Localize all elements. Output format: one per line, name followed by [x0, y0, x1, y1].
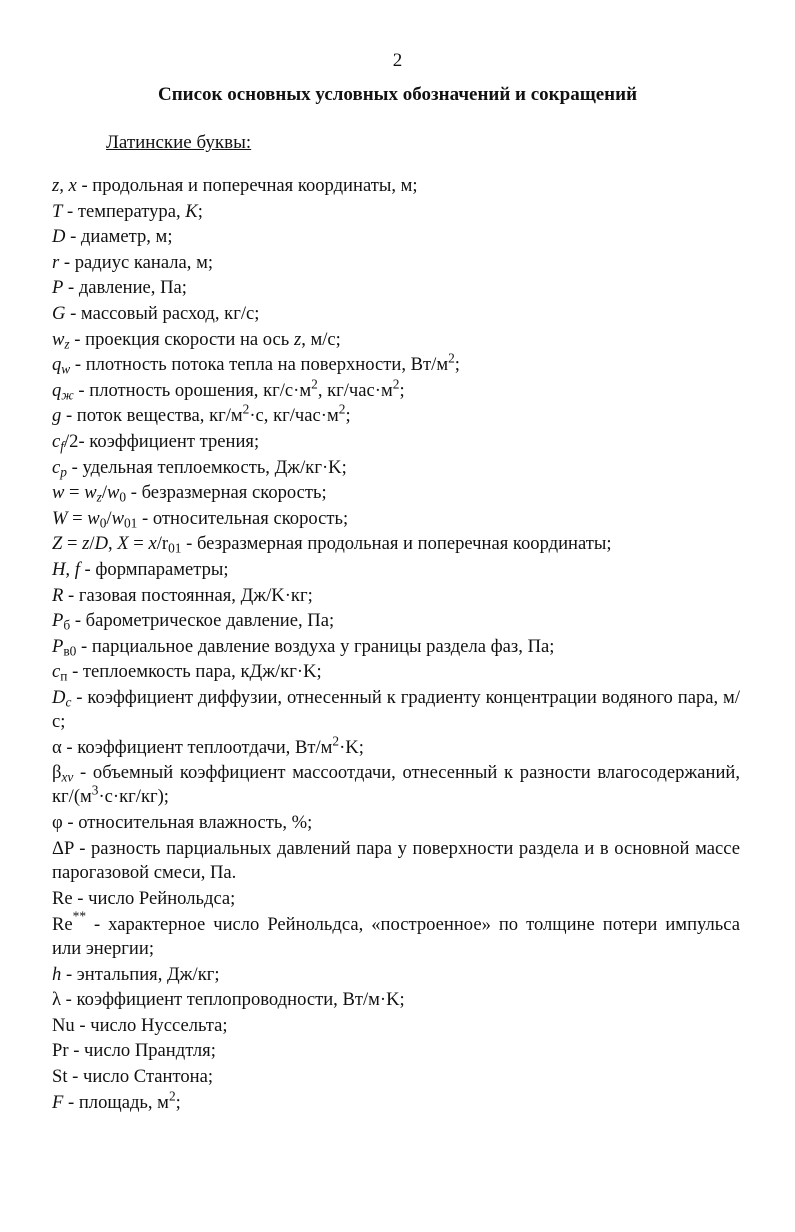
- symbol: φ: [52, 812, 63, 834]
- list-item-diffusion-coefficient: [52, 686, 740, 734]
- formula-part: W: [52, 507, 68, 529]
- description: - диаметр, м;: [65, 226, 173, 248]
- description: - разность парциальных давлений пара у поверхности раздела и в основной массе парогазовой смеси, Па.: [52, 838, 740, 884]
- list-item-enthalpy: [52, 963, 740, 987]
- formula-subscript: 0: [99, 515, 107, 531]
- symbol: D: [52, 226, 66, 248]
- symbol: Nu: [52, 1014, 75, 1036]
- symbol: w: [52, 328, 65, 350]
- list-item-irrigation-density: [52, 376, 740, 403]
- description: - относительная влажность, %;: [62, 812, 313, 834]
- symbol: T: [52, 200, 63, 222]
- description-mid: ·с, кг/час·м: [249, 405, 339, 427]
- list-item-z-x: [52, 174, 740, 198]
- symbol: G: [52, 302, 66, 324]
- list-item-mass-transfer-coefficient: [52, 761, 740, 809]
- symbol: Re: [52, 888, 73, 910]
- list-item-diameter: [52, 225, 740, 249]
- description: - поток вещества, кг/м: [61, 405, 243, 427]
- list-item-dimensionless-coordinates: [52, 532, 740, 556]
- list-item-mass-flow: [52, 302, 740, 326]
- description-end: ;: [197, 200, 203, 222]
- list-item-substance-flow: [52, 401, 740, 428]
- formula-part: Z: [52, 533, 63, 555]
- description: - теплоемкость пара, кДж/кг·K;: [67, 661, 322, 683]
- symbol: q: [52, 379, 62, 401]
- description: - число Стантона;: [67, 1066, 214, 1088]
- symbol: h: [52, 963, 62, 985]
- symbol: c: [52, 661, 61, 683]
- formula-part: /: [101, 482, 107, 504]
- formula-part: /r: [156, 533, 169, 555]
- list-item-partial-pressure-difference: [52, 837, 740, 885]
- symbol-subscript: п: [60, 668, 68, 684]
- symbol: q: [52, 354, 62, 376]
- section-heading-latin-letters: Латинские буквы:: [106, 132, 252, 153]
- description: - удельная теплоемкость, Дж/кг·K;: [66, 456, 347, 478]
- description: - температура,: [62, 200, 186, 222]
- description-end: ;: [454, 354, 460, 376]
- description: - характерное число Рейнольдса, «построенное» по толщине потери импульса или энергии;: [52, 913, 740, 959]
- formula-part: /: [89, 533, 95, 555]
- list-item-dimensionless-velocity: [52, 481, 740, 505]
- symbol-subscript: xv: [61, 769, 74, 785]
- list-item-specific-heat: [52, 456, 740, 480]
- symbol: g: [52, 405, 62, 427]
- description-end: ·K;: [339, 736, 364, 758]
- description: - газовая постоянная, Дж/K·кг;: [63, 584, 313, 606]
- description: - коэффициент диффузии, отнесенный к градиенту концентрации водяного пара, м/с;: [52, 686, 740, 732]
- list-item-friction-coefficient: [52, 430, 740, 454]
- list-item-barometric-pressure: [52, 609, 740, 633]
- description: - коэффициент трения;: [78, 430, 260, 452]
- superscript: 2: [338, 401, 346, 417]
- formula-part: =: [128, 533, 149, 555]
- description: - коэффициент теплопроводности, Вт/м·K;: [61, 989, 405, 1011]
- list-item-thermal-conductivity: [52, 988, 740, 1012]
- symbol: ΔP: [52, 838, 74, 860]
- symbol: R: [52, 584, 64, 606]
- description-end: ·с·кг/кг);: [98, 786, 169, 808]
- description: - плотность потока тепла на поверхности, Вт/м: [70, 354, 449, 376]
- symbol-subscript: w: [61, 361, 71, 377]
- description: - число Рейнольдса;: [72, 888, 236, 910]
- list-item-gas-constant: [52, 584, 740, 608]
- formula-subscript: 01: [123, 515, 138, 531]
- description: - проекция скорости на ось: [69, 328, 294, 350]
- formula-part: w: [84, 482, 97, 504]
- list-item-characteristic-reynolds: [52, 908, 740, 961]
- list-item-relative-humidity: [52, 811, 740, 835]
- superscript: 2: [448, 350, 455, 366]
- symbol: H, f: [52, 558, 80, 580]
- description-end: ;: [399, 379, 405, 401]
- description: - парциальное давление воздуха у границы раздела фаз, Па;: [76, 635, 555, 657]
- list-item-temperature: [52, 200, 740, 224]
- superscript: 3: [91, 783, 99, 799]
- formula-part: =: [62, 533, 83, 555]
- symbol: β: [52, 762, 62, 784]
- symbol: Re: [52, 913, 73, 935]
- description: - относительная скорость;: [137, 507, 349, 529]
- formula-part: w: [87, 507, 100, 529]
- description-end: ;: [175, 1091, 181, 1113]
- description: - безразмерная скорость;: [126, 482, 327, 504]
- description: - объемный коэффициент массоотдачи, отнесенный к разности влагосодержаний, кг/(м: [52, 762, 740, 808]
- description: - массовый расход, кг/с;: [65, 302, 260, 324]
- symbol: Pr: [52, 1040, 69, 1062]
- symbol-suffix: /2: [63, 430, 79, 452]
- variable: z: [293, 328, 302, 350]
- list-item-heat-transfer-coefficient: [52, 733, 740, 760]
- description: - продольная и поперечная координаты, м;: [76, 175, 418, 196]
- description: - барометрическое давление, Па;: [70, 610, 335, 632]
- symbol-subscript: c: [65, 694, 72, 710]
- formula-part: w: [107, 482, 120, 504]
- list-item-prandtl: [52, 1039, 740, 1063]
- list-item-radius: [52, 251, 740, 275]
- formula-part: D: [94, 533, 108, 555]
- symbol: α: [52, 736, 62, 758]
- formula-part: /: [106, 507, 112, 529]
- formula-part: w: [111, 507, 124, 529]
- list-item-reynolds-number: [52, 887, 740, 911]
- symbol: P: [52, 635, 64, 657]
- superscript: 2: [332, 733, 340, 749]
- description: - площадь, м: [63, 1091, 169, 1113]
- list-item-form-parameters: [52, 558, 740, 582]
- description: - энтальпия, Дж/кг;: [61, 963, 220, 985]
- list-item-vapor-heat-capacity: [52, 660, 740, 684]
- symbol: P: [52, 610, 64, 632]
- list-item-heat-flux: [52, 350, 740, 377]
- list-item-pressure: [52, 276, 740, 300]
- superscript: 2: [311, 376, 318, 392]
- list-item-stanton: [52, 1065, 740, 1089]
- superscript: 2: [242, 401, 250, 417]
- formula-part: w: [52, 482, 65, 504]
- symbol: P: [52, 277, 64, 299]
- symbol: D: [52, 686, 66, 708]
- page-number: 2: [392, 50, 403, 71]
- symbol-subscript: f: [60, 438, 64, 454]
- description: - формпараметры;: [79, 558, 229, 580]
- superscript: 2: [392, 376, 400, 392]
- list-item-relative-velocity: [52, 507, 740, 531]
- description: - безразмерная продольная и поперечная координаты;: [181, 533, 612, 555]
- description: - плотность орошения, кг/с·м: [73, 379, 312, 401]
- formula-part: =: [64, 482, 85, 504]
- list-item-partial-pressure-air: [52, 635, 740, 659]
- symbol: λ: [52, 989, 62, 1011]
- symbol: z, x: [52, 175, 77, 196]
- list-item-area: [52, 1088, 740, 1115]
- symbol-list: [52, 174, 740, 1116]
- description: - коэффициент теплоотдачи, Вт/м: [61, 736, 333, 758]
- description: - число Прандтля;: [68, 1040, 216, 1062]
- symbol-subscript: б: [63, 617, 71, 633]
- list-item-nusselt: [52, 1014, 740, 1038]
- description-end: , м/с;: [301, 328, 341, 350]
- symbol: F: [52, 1091, 64, 1113]
- symbol: c: [52, 430, 61, 452]
- formula-part: X: [117, 533, 129, 555]
- formula-subscript: z: [96, 489, 102, 505]
- description: - число Нуссельта;: [74, 1014, 228, 1036]
- unit: K: [185, 200, 198, 222]
- description: - давление, Па;: [63, 277, 187, 299]
- superscript: 2: [168, 1088, 176, 1104]
- formula-part: x: [148, 533, 157, 555]
- list-item-velocity-projection: [52, 328, 740, 352]
- symbol: r: [52, 251, 60, 273]
- description-mid: , кг/час·м: [317, 379, 393, 401]
- formula-subscript: 0: [119, 489, 127, 505]
- symbol: c: [52, 456, 61, 478]
- symbol-subscript: ж: [61, 387, 74, 403]
- formula-subscript: 01: [168, 540, 182, 556]
- description-end: ;: [345, 405, 351, 427]
- symbol-subscript: z: [64, 335, 70, 351]
- symbol-subscript: в0: [63, 643, 77, 659]
- formula-part: ,: [108, 533, 118, 555]
- description: - радиус канала, м;: [59, 251, 214, 273]
- symbol-subscript: p: [60, 463, 67, 479]
- superscript: **: [72, 908, 87, 924]
- page-title: Список основных условных обозначений и сокращений: [157, 84, 638, 105]
- symbol: St: [52, 1066, 68, 1088]
- formula-part: z: [82, 533, 90, 555]
- formula-part: =: [67, 507, 88, 529]
